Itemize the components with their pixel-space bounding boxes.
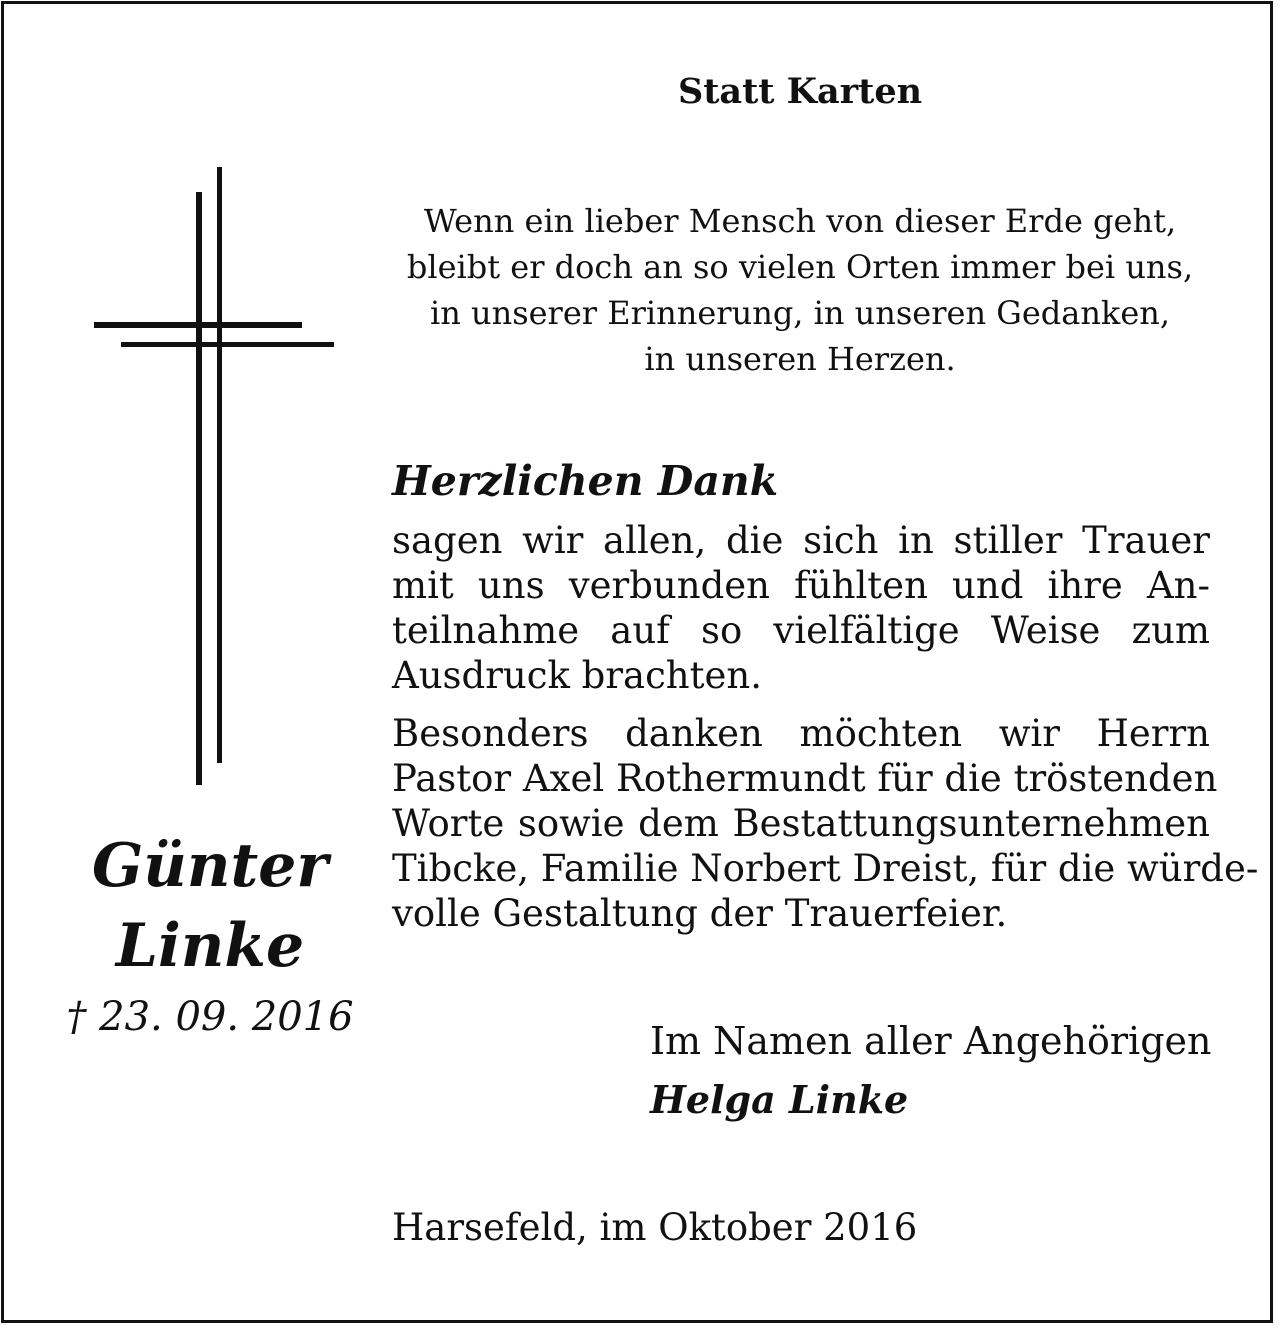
thanks-paragraph-2 (392, 711, 1259, 936)
poem-line: in unseren Herzen. (644, 340, 956, 378)
text-line: Besonders danken möchten wir Herrn (392, 712, 1210, 755)
deceased-first-name: Günter (92, 831, 328, 901)
signature-line: Im Namen aller Angehörigen (650, 1019, 1212, 1063)
text-line: teilnahme auf so vielfältige Weise zum (392, 609, 1210, 652)
text-line: mit uns verbunden fühlten und ihre An- (392, 564, 1210, 607)
place-date: Harsefeld, im Oktober 2016 (392, 1206, 918, 1249)
thanks-paragraph-1 (392, 518, 1210, 698)
signer-name: Helga Linke (650, 1077, 909, 1122)
deceased-last-name: Linke (115, 911, 305, 981)
cross-icon (0, 0, 360, 800)
poem-line: in unserer Erinnerung, in unseren Gedanken, (429, 294, 1171, 332)
text-line: Tibcke, Familie Norbert Dreist, für die würde- (392, 847, 1259, 890)
text-line: Ausdruck brachten. (392, 654, 762, 697)
death-date: † 23. 09. 2016 (66, 994, 354, 1040)
notice-header: Statt Karten (677, 71, 923, 112)
thanks-heading: Herzlichen Dank (392, 457, 779, 505)
text-line: Pastor Axel Rothermundt für die tröstenden (392, 757, 1218, 800)
poem-line: bleibt er doch an so vielen Orten immer bei uns, (406, 248, 1194, 286)
poem-line: Wenn ein lieber Mensch von dieser Erde geht, (423, 202, 1177, 240)
poem (380, 198, 1220, 382)
text-line: volle Gestaltung der Trauerfeier. (392, 892, 1008, 935)
text-line: sagen wir allen, die sich in stiller Trauer (392, 519, 1210, 562)
text-line: Worte sowie dem Bestattungsunternehmen (392, 802, 1210, 845)
